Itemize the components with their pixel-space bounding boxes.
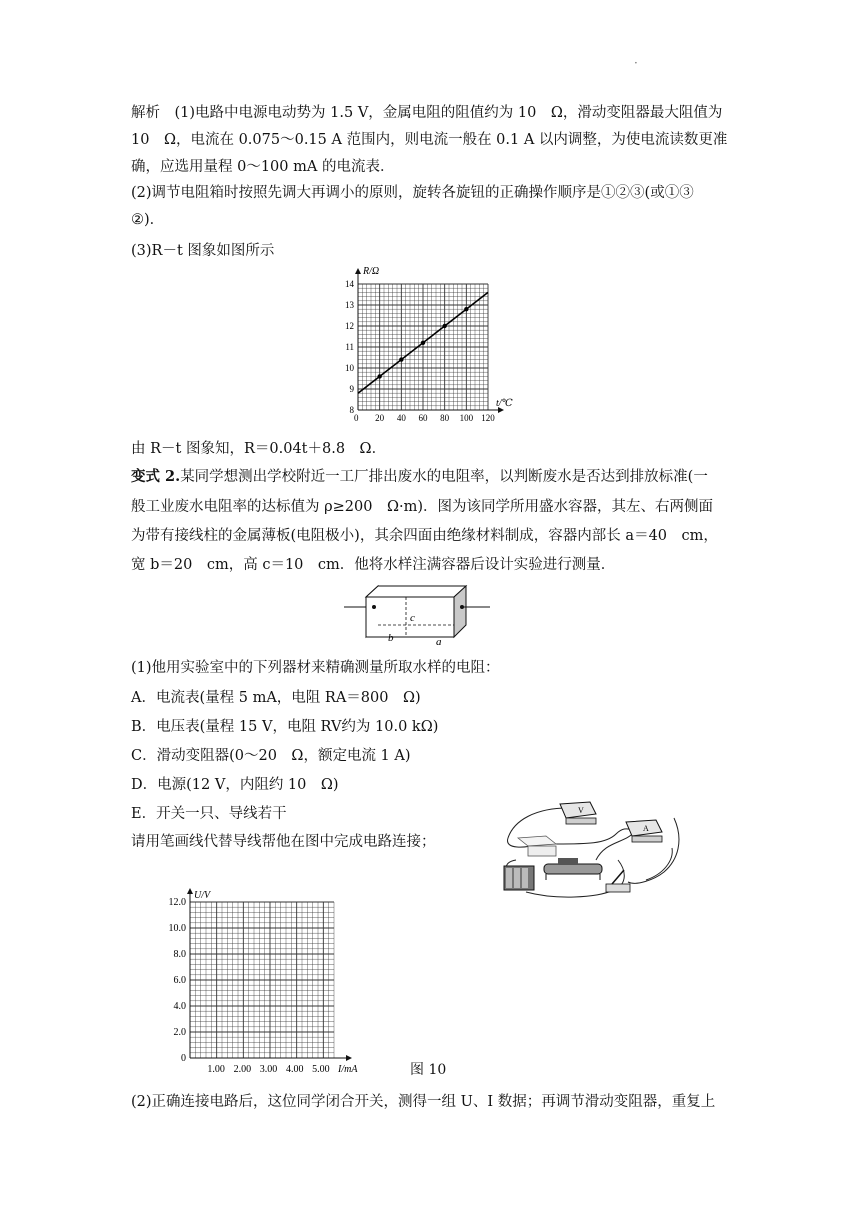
solution-line-2: 10 Ω，电流在 0.075～0.15 A 范围内，则电流一般在 0.1 A 以内调整，为使电流读数更准 <box>131 132 728 148</box>
solution-line-3: 确，应选用量程 0～100 mA 的电流表． <box>131 159 395 175</box>
rt-y-tick: 12 <box>345 321 354 331</box>
q2-text: (2)正确连接电路后，这位同学闭合开关，测得一组 U、I 数据；再调节滑动变阻器，重复上 <box>131 1094 716 1110</box>
variant-line-3: 为带有接线柱的金属薄板(电阻极小)，其余四面由绝缘材料制成，容器内部长 a＝40 cm， <box>131 528 718 544</box>
rt-x-tick: 60 <box>418 413 428 423</box>
ui-y-tick: 6.0 <box>173 975 186 986</box>
rt-data-point <box>399 357 403 361</box>
rt-x-tick: 40 <box>396 413 406 423</box>
rt-data-point <box>421 341 425 345</box>
ui-y-tick: 4.0 <box>173 1001 186 1012</box>
box-label-c: c <box>410 612 415 624</box>
solution-line-1: 解析 (1)电路中电源电动势为 1.5 V，金属电阻的阻值约为 10 Ω，滑动变阻器最大阻值为 <box>131 105 723 121</box>
circuit-figure <box>496 800 686 900</box>
solution-line-4: (2)调节电阻箱时按照先调大再调小的原则，旋转各旋钮的正确操作顺序是①②③(或①③ <box>131 185 694 201</box>
rt-data-point <box>442 324 446 328</box>
rt-ylabel: R/Ω <box>363 266 380 277</box>
solution-line-5: ②)． <box>131 212 165 228</box>
ui-x-tick: 3.00 <box>259 1064 278 1075</box>
rt-y-tick: 9 <box>349 384 354 394</box>
rt-y-tick: 8 <box>349 405 354 415</box>
ui-x-tick: 5.00 <box>312 1064 330 1075</box>
rt-xlabel: t/℃ <box>496 398 513 409</box>
ui-y-tick: 8.0 <box>173 949 186 960</box>
rt-origin-label: 0 <box>354 413 359 423</box>
ui-axes <box>187 888 352 1061</box>
solution-line-6: (3)R－t 图象如图所示 <box>131 243 275 259</box>
ui-x-tick: 1.00 <box>207 1064 225 1075</box>
rt-y-tick: 11 <box>345 342 354 352</box>
figure-caption: 图 10 <box>410 1062 447 1078</box>
rt-axes <box>355 268 504 413</box>
rt-x-tick: 100 <box>459 413 474 423</box>
ui-chart <box>148 880 368 1078</box>
q1-intro: (1)他用实验室中的下列器材来精确测量所取水样的电阻： <box>131 660 500 676</box>
q1-option-d: D．电源(12 V，内阻约 10 Ω) <box>131 777 339 793</box>
box-label-b: b <box>388 632 394 644</box>
ui-x-arrow <box>346 1055 352 1061</box>
rt-data-point <box>377 374 381 378</box>
voltmeter-label: V <box>578 806 584 815</box>
variant-line-2: 般工业废水电阻率的达标值为 ρ≥200 Ω·m)．图为该同学所用盛水容器，其左、右两侧面 <box>131 499 713 515</box>
ui-x-tick: 4.00 <box>285 1064 304 1075</box>
variant-line-4: 宽 b＝20 cm，高 c＝10 cm．他将水样注满容器后设计实验进行测量． <box>131 557 616 573</box>
rt-x-tick: 120 <box>481 413 495 423</box>
q1-option-c: C．滑动变阻器(0～20 Ω，额定电流 1 A) <box>131 748 411 764</box>
ui-origin-label: 0 <box>181 1053 186 1064</box>
q1-option-e: E．开关一只、导线若干 <box>131 806 287 822</box>
rt-grid <box>358 284 488 410</box>
ui-y-tick: 12.0 <box>168 897 186 908</box>
solution-conclusion: 由 R－t 图象知，R＝0.04t＋8.8 Ω． <box>131 441 387 457</box>
ui-xlabel: I/mA <box>338 1064 358 1075</box>
ui-y-tick: 10.0 <box>168 923 186 934</box>
rt-y-tick: 13 <box>345 300 354 310</box>
rt-y-tick: 10 <box>345 363 354 373</box>
rt-x-tick: 80 <box>440 413 450 423</box>
rt-chart <box>340 262 513 432</box>
rt-y-arrow <box>355 268 361 274</box>
q1-option-a: A．电流表(量程 5 mA，电阻 RA＝800 Ω) <box>131 690 421 706</box>
rt-x-tick: 20 <box>375 413 385 423</box>
ui-y-tick: 2.0 <box>173 1027 186 1038</box>
ui-grid <box>190 902 334 1058</box>
rt-y-tick: 14 <box>345 279 354 289</box>
ui-ylabel: U/V <box>194 890 211 901</box>
q1-task: 请用笔画线代替导线帮他在图中完成电路连接； <box>131 834 436 850</box>
ui-y-arrow <box>187 888 193 894</box>
ui-x-tick: 2.00 <box>233 1064 252 1075</box>
variant-line-1: 某同学想测出学校附近一工厂排出废水的电阻率，以判断废水是否达到排放标准(一 <box>180 469 708 485</box>
water-container-figure <box>344 583 494 648</box>
page-dot: · <box>634 56 638 70</box>
variant-label: 变式 2. <box>131 468 181 485</box>
ammeter-label: A <box>643 824 649 833</box>
rt-data-point <box>464 307 468 311</box>
q1-option-b: B．电压表(量程 15 V，电阻 RV约为 10.0 kΩ) <box>131 719 439 735</box>
box-label-a: a <box>436 636 442 648</box>
